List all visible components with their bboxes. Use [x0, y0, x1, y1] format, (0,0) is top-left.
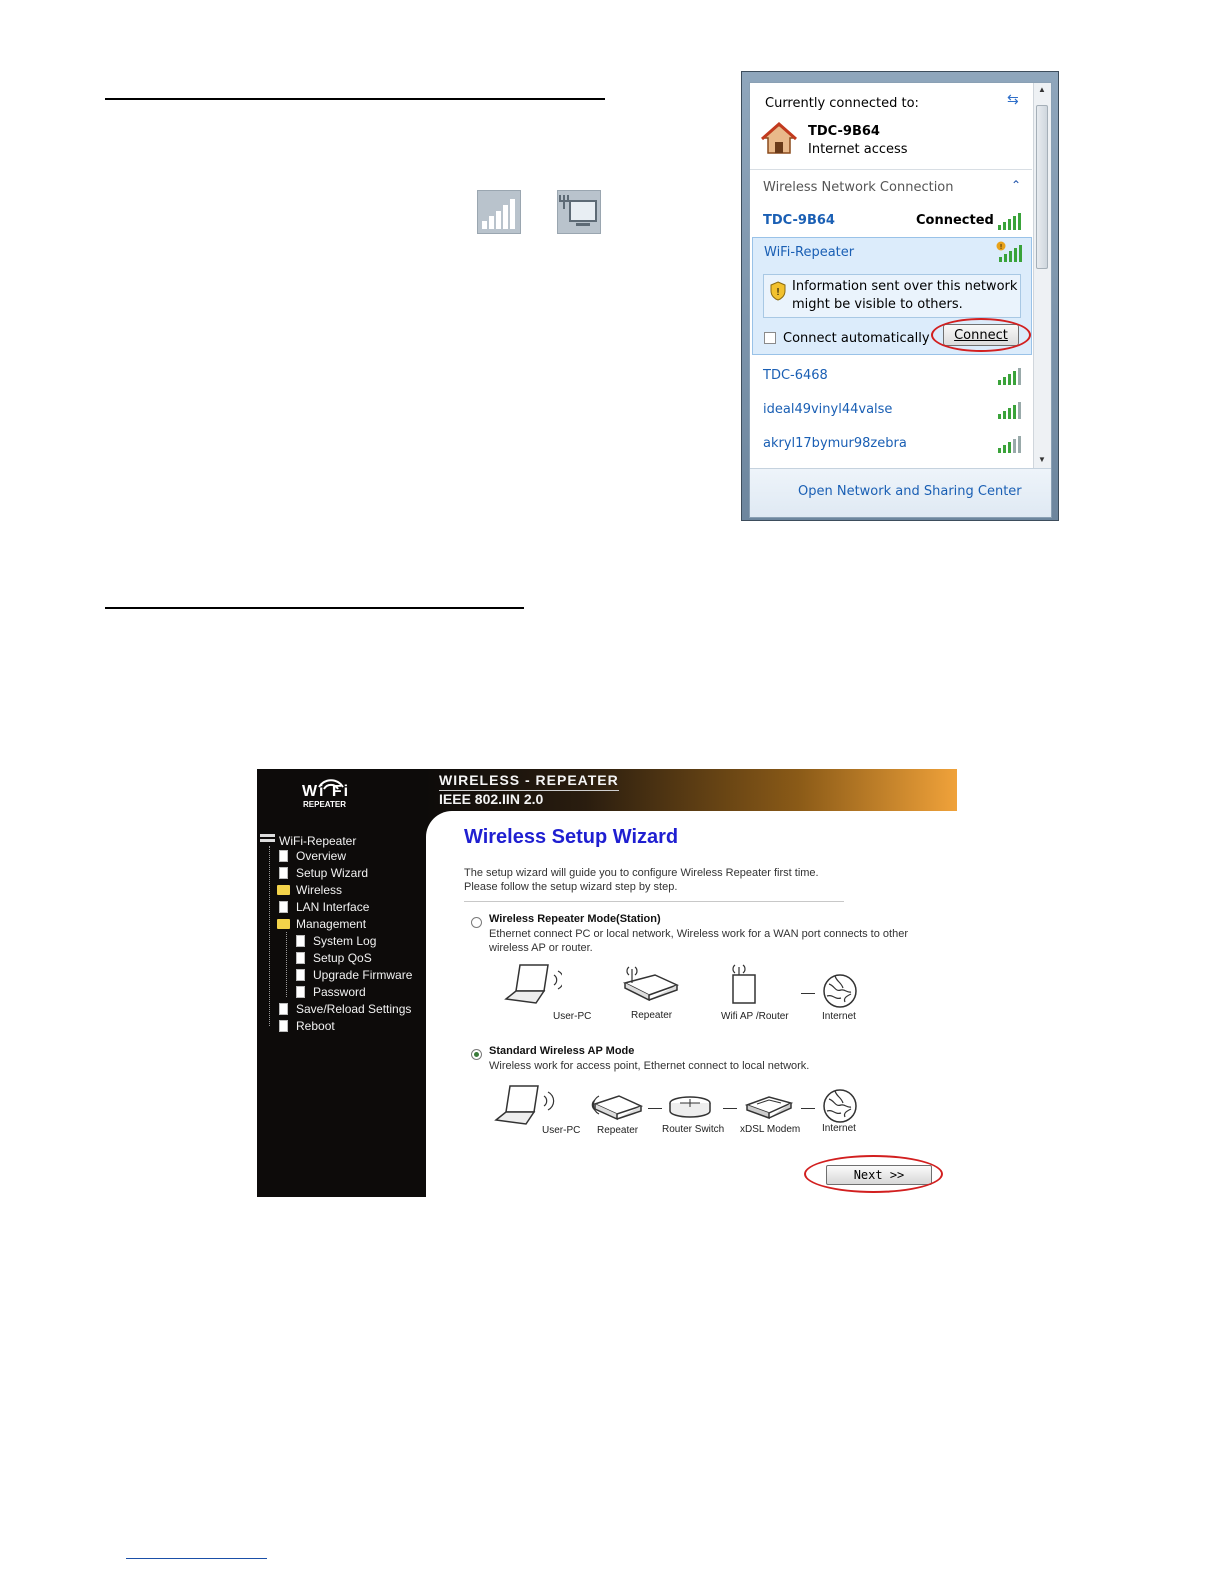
connect-highlight-ellipse: [931, 318, 1031, 352]
page-icon: [296, 952, 305, 964]
network-row[interactable]: [750, 431, 1032, 459]
router-switch-icon: [667, 1094, 713, 1120]
sidebar-item-wireless[interactable]: Wireless: [296, 883, 343, 897]
scroll-up-arrow-icon[interactable]: ▲: [1038, 85, 1046, 94]
collapse-chevron-icon[interactable]: ⌃: [1011, 178, 1022, 192]
folder-icon: [277, 885, 290, 895]
home-network-icon: [761, 122, 797, 156]
sidebar-item-reboot[interactable]: Reboot: [296, 1019, 335, 1033]
warning-line-1: Information sent over this network: [792, 279, 1018, 294]
page-icon: [279, 1020, 288, 1032]
device-label: Repeater: [631, 1010, 673, 1021]
section-title: Wireless Network Connection: [763, 180, 954, 195]
sidebar-root[interactable]: WiFi-Repeater: [279, 834, 357, 848]
wireless-signal-icon: [477, 190, 521, 234]
network-row[interactable]: [750, 363, 1032, 391]
footer-link-rule: [126, 1558, 267, 1559]
signal-strength-icon: [997, 366, 1021, 386]
connect-automatically-label: Connect automatically: [783, 331, 930, 346]
page-title: Wireless Setup Wizard: [464, 826, 679, 848]
sidebar: [257, 769, 426, 1197]
xdsl-modem-icon: [743, 1091, 795, 1121]
network-row[interactable]: [750, 397, 1032, 425]
connect-button[interactable]: Connect: [943, 324, 1019, 346]
page-icon: [296, 986, 305, 998]
connection-line: [723, 1108, 737, 1109]
content-panel: [426, 811, 957, 891]
network-sharing-center-link[interactable]: Open Network and Sharing Center: [798, 484, 1022, 499]
page-icon: [279, 867, 288, 879]
repeater-device-icon: [579, 1082, 647, 1122]
sidebar-item-management[interactable]: Management: [296, 917, 367, 931]
network-status: Connected: [916, 213, 994, 228]
wifi-router-icon: [721, 961, 769, 1007]
current-network-name: TDC-9B64: [808, 124, 880, 139]
warning-line-2: might be visible to others.: [792, 297, 963, 312]
connection-line: [648, 1108, 662, 1109]
repeater-device-icon: [619, 961, 683, 1001]
page-icon: [279, 901, 288, 913]
unsecured-signal-icon: [996, 241, 1022, 263]
intro-divider: [464, 901, 844, 902]
network-root-icon: [260, 833, 275, 845]
tree-connector: [269, 846, 270, 1026]
section-divider: [750, 169, 1032, 170]
signal-strength-icon: [997, 211, 1021, 231]
page-icon: [296, 935, 305, 947]
scrollbar-thumb[interactable]: [1036, 105, 1048, 269]
currently-connected-label: Currently connected to:: [765, 96, 919, 111]
tree-connector: [286, 932, 287, 997]
network-name: TDC-6468: [763, 368, 828, 383]
internet-globe-icon: [821, 972, 859, 1010]
signal-strength-icon: [997, 400, 1021, 420]
mode2-title: Standard Wireless AP Mode: [489, 1045, 635, 1057]
svg-text:!: !: [775, 287, 781, 298]
flyout-footer: [750, 468, 1051, 517]
ap-mode-radio[interactable]: [471, 1049, 482, 1060]
next-button[interactable]: Next >>: [826, 1165, 932, 1185]
page-icon: [279, 1003, 288, 1015]
sidebar-item-setup-qos[interactable]: Setup QoS: [313, 951, 372, 965]
intro-line-2: Please follow the setup wizard step by step.: [464, 881, 678, 893]
mode1-title: Wireless Repeater Mode(Station): [489, 913, 661, 925]
page-icon: [296, 969, 305, 981]
device-label: Router Switch: [662, 1124, 725, 1135]
mode1-desc-line-2: wireless AP or router.: [489, 942, 593, 954]
security-warning-box: [763, 274, 1021, 318]
sidebar-item-lan-interface[interactable]: LAN Interface: [296, 900, 370, 914]
current-network-status: Internet access: [808, 142, 908, 157]
device-label: Internet: [822, 1123, 856, 1134]
internet-globe-icon: [821, 1087, 859, 1125]
wired-network-icon: [557, 190, 601, 234]
network-name: WiFi-Repeater: [764, 245, 855, 260]
connection-line: [801, 1108, 815, 1109]
connect-automatically-checkbox[interactable]: [764, 332, 776, 344]
device-label: User-PC: [553, 1011, 592, 1022]
repeater-web-ui: [257, 769, 957, 1197]
mode2-desc: Wireless work for access point, Ethernet connect to local network.: [489, 1060, 810, 1072]
device-label: User-PC: [542, 1125, 581, 1136]
repeater-mode-radio[interactable]: [471, 917, 482, 928]
page-icon: [279, 850, 288, 862]
mode1-desc-line-1: Ethernet connect PC or local network, Wireless work for a WAN port connects to other: [489, 928, 908, 940]
network-name: TDC-9B64: [763, 213, 835, 228]
flyout-scrollbar[interactable]: [1033, 83, 1051, 469]
connection-line: [801, 993, 815, 994]
heading-rule-1: [105, 98, 605, 100]
heading-rule-2: [105, 607, 524, 609]
laptop-icon: [502, 961, 562, 1011]
refresh-icon[interactable]: ⇆: [1007, 91, 1019, 107]
sidebar-item-save-reload[interactable]: Save/Reload Settings: [296, 1002, 412, 1016]
sidebar-item-overview[interactable]: Overview: [296, 849, 347, 863]
flyout-panel: [749, 82, 1052, 518]
next-highlight-ellipse: [804, 1155, 943, 1193]
network-name: ideal49vinyl44valse: [763, 402, 893, 417]
network-flyout: [741, 71, 1059, 521]
network-name: akryl17bymur98zebra: [763, 436, 907, 451]
network-row[interactable]: [750, 207, 1032, 235]
intro-line-1: The setup wizard will guide you to configure Wireless Repeater first time.: [464, 867, 819, 879]
sidebar-item-system-log[interactable]: System Log: [313, 934, 377, 948]
banner-title: WIRELESS - REPEATER: [439, 772, 619, 788]
selected-network-block[interactable]: [752, 237, 1032, 355]
shield-warning-icon: [770, 281, 786, 301]
banner-subtitle: IEEE 802.IIN 2.0: [439, 791, 544, 807]
device-label: Wifi AP /Router: [721, 1011, 789, 1022]
device-label: xDSL Modem: [740, 1124, 801, 1135]
open-folder-icon: [277, 919, 290, 929]
signal-strength-icon: [997, 434, 1021, 454]
device-label: Repeater: [597, 1125, 639, 1136]
sidebar-item-upgrade-firmware[interactable]: Upgrade Firmware: [313, 968, 413, 982]
scroll-down-arrow-icon[interactable]: ▼: [1038, 455, 1046, 464]
logo-text: Wi Fi: [302, 783, 351, 800]
svg-text:!: !: [999, 243, 1003, 251]
sidebar-item-password[interactable]: Password: [313, 985, 366, 999]
logo-subtext: REPEATER: [303, 800, 346, 809]
sidebar-item-setup-wizard[interactable]: Setup Wizard: [296, 866, 369, 880]
device-label: Internet: [822, 1011, 856, 1022]
